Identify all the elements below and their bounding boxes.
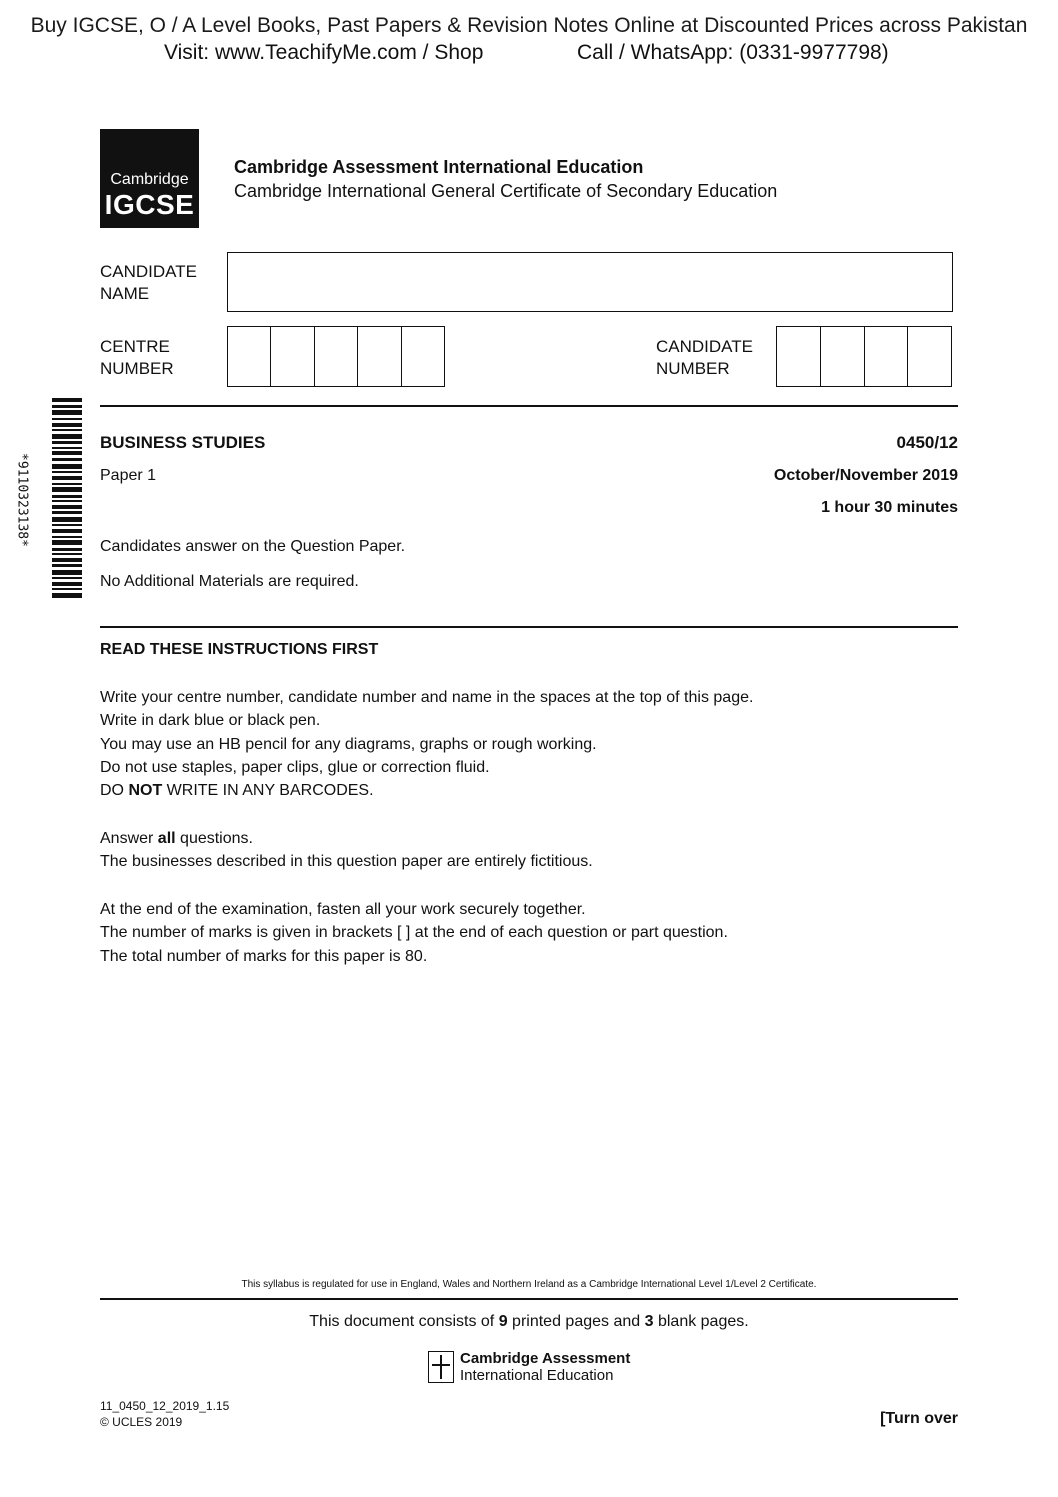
logo-line-2: IGCSE [104,189,195,220]
copyright: © UCLES 2019 [100,1415,183,1429]
qualification-name: Cambridge International General Certificate of Secondary Education [234,181,778,201]
centre-number-field[interactable] [227,326,445,387]
candidate-name-label: CANDIDATE NAME [100,262,197,303]
paper-code: 0450/12 [896,433,958,452]
answer-note: Candidates answer on the Question Paper. [100,538,406,555]
instructions-heading: READ THESE INSTRUCTIONS FIRST [100,641,379,658]
candidate-name-field[interactable] [227,252,953,312]
instruction-line: The number of marks is given in brackets [ ] at the end of each question or part question. [100,924,728,942]
candidate-number-cell[interactable] [908,327,951,386]
cambridge-assessment-logo: Cambridge Assessment International Education [428,1350,630,1384]
barcode-text: *9110323138* [14,453,30,547]
centre-number-cell[interactable] [228,327,271,386]
org-name: Cambridge Assessment International Education [234,157,644,177]
candidate-number-cell[interactable] [777,327,821,386]
banner-line-1: Buy IGCSE, O / A Level Books, Past Papers & Revision Notes Online at Discounted Prices across Pakistan [30,14,1028,37]
banner-phone: Call / WhatsApp: (0331-9977798) [577,41,889,64]
instructions-block-2 [100,827,593,874]
instruction-line: You may use an HB pencil for any diagrams, graphs or rough working. [100,735,597,753]
divider [100,626,958,628]
footer-ref [100,1398,229,1430]
cambridge-igcse-logo [100,129,199,228]
page-count: This document consists of 9 printed pages and 3 blank pages. [309,1313,749,1330]
barcode-image [52,398,82,598]
subject-title: BUSINESS STUDIES [100,433,266,452]
crest-icon [428,1351,454,1383]
document-reference: 11_0450_12_2019_1.15 [100,1399,230,1413]
instruction-line: The businesses described in this question paper are entirely fictitious. [100,853,593,871]
divider [100,405,958,407]
logo-line-1: Cambridge [110,171,189,188]
materials-note: No Additional Materials are required. [100,573,359,590]
candidate-number-cell[interactable] [821,327,865,386]
candidate-number-cell[interactable] [865,327,909,386]
turn-over: [Turn over [880,1410,958,1427]
instructions-block-3 [100,898,728,968]
candidate-number-field[interactable] [776,326,952,387]
instruction-line: Write in dark blue or black pen. [100,712,321,730]
centre-number-label: CENTRE NUMBER [100,337,174,378]
instruction-line: DO NOT WRITE IN ANY BARCODES. [100,782,374,800]
instructions-block-1 [100,686,753,802]
instruction-line: At the end of the examination, fasten all your work securely together. [100,901,586,918]
instruction-line: Answer all questions. [100,830,253,847]
syllabus-note: This syllabus is regulated for use in England, Wales and Northern Ireland as a Cambridge International Level 1/Level 2 Certificate. [241,1279,817,1290]
exam-session: October/November 2019 [773,467,958,484]
paper-number: Paper 1 [100,467,157,484]
candidate-number-label: CANDIDATE NUMBER [656,337,753,378]
instruction-line: The total number of marks for this paper is 80. [100,947,428,965]
centre-number-cell[interactable] [315,327,358,386]
exam-duration: 1 hour 30 minutes [821,499,958,516]
centre-number-cell[interactable] [358,327,401,386]
instruction-line: Do not use staples, paper clips, glue or correction fluid. [100,758,490,776]
banner-website: Visit: www.TeachifyMe.com / Shop [164,41,484,64]
centre-number-cell[interactable] [271,327,314,386]
centre-number-cell[interactable] [402,327,444,386]
divider [100,1298,958,1300]
instruction-line: Write your centre number, candidate number and name in the spaces at the top of this page. [100,689,754,706]
